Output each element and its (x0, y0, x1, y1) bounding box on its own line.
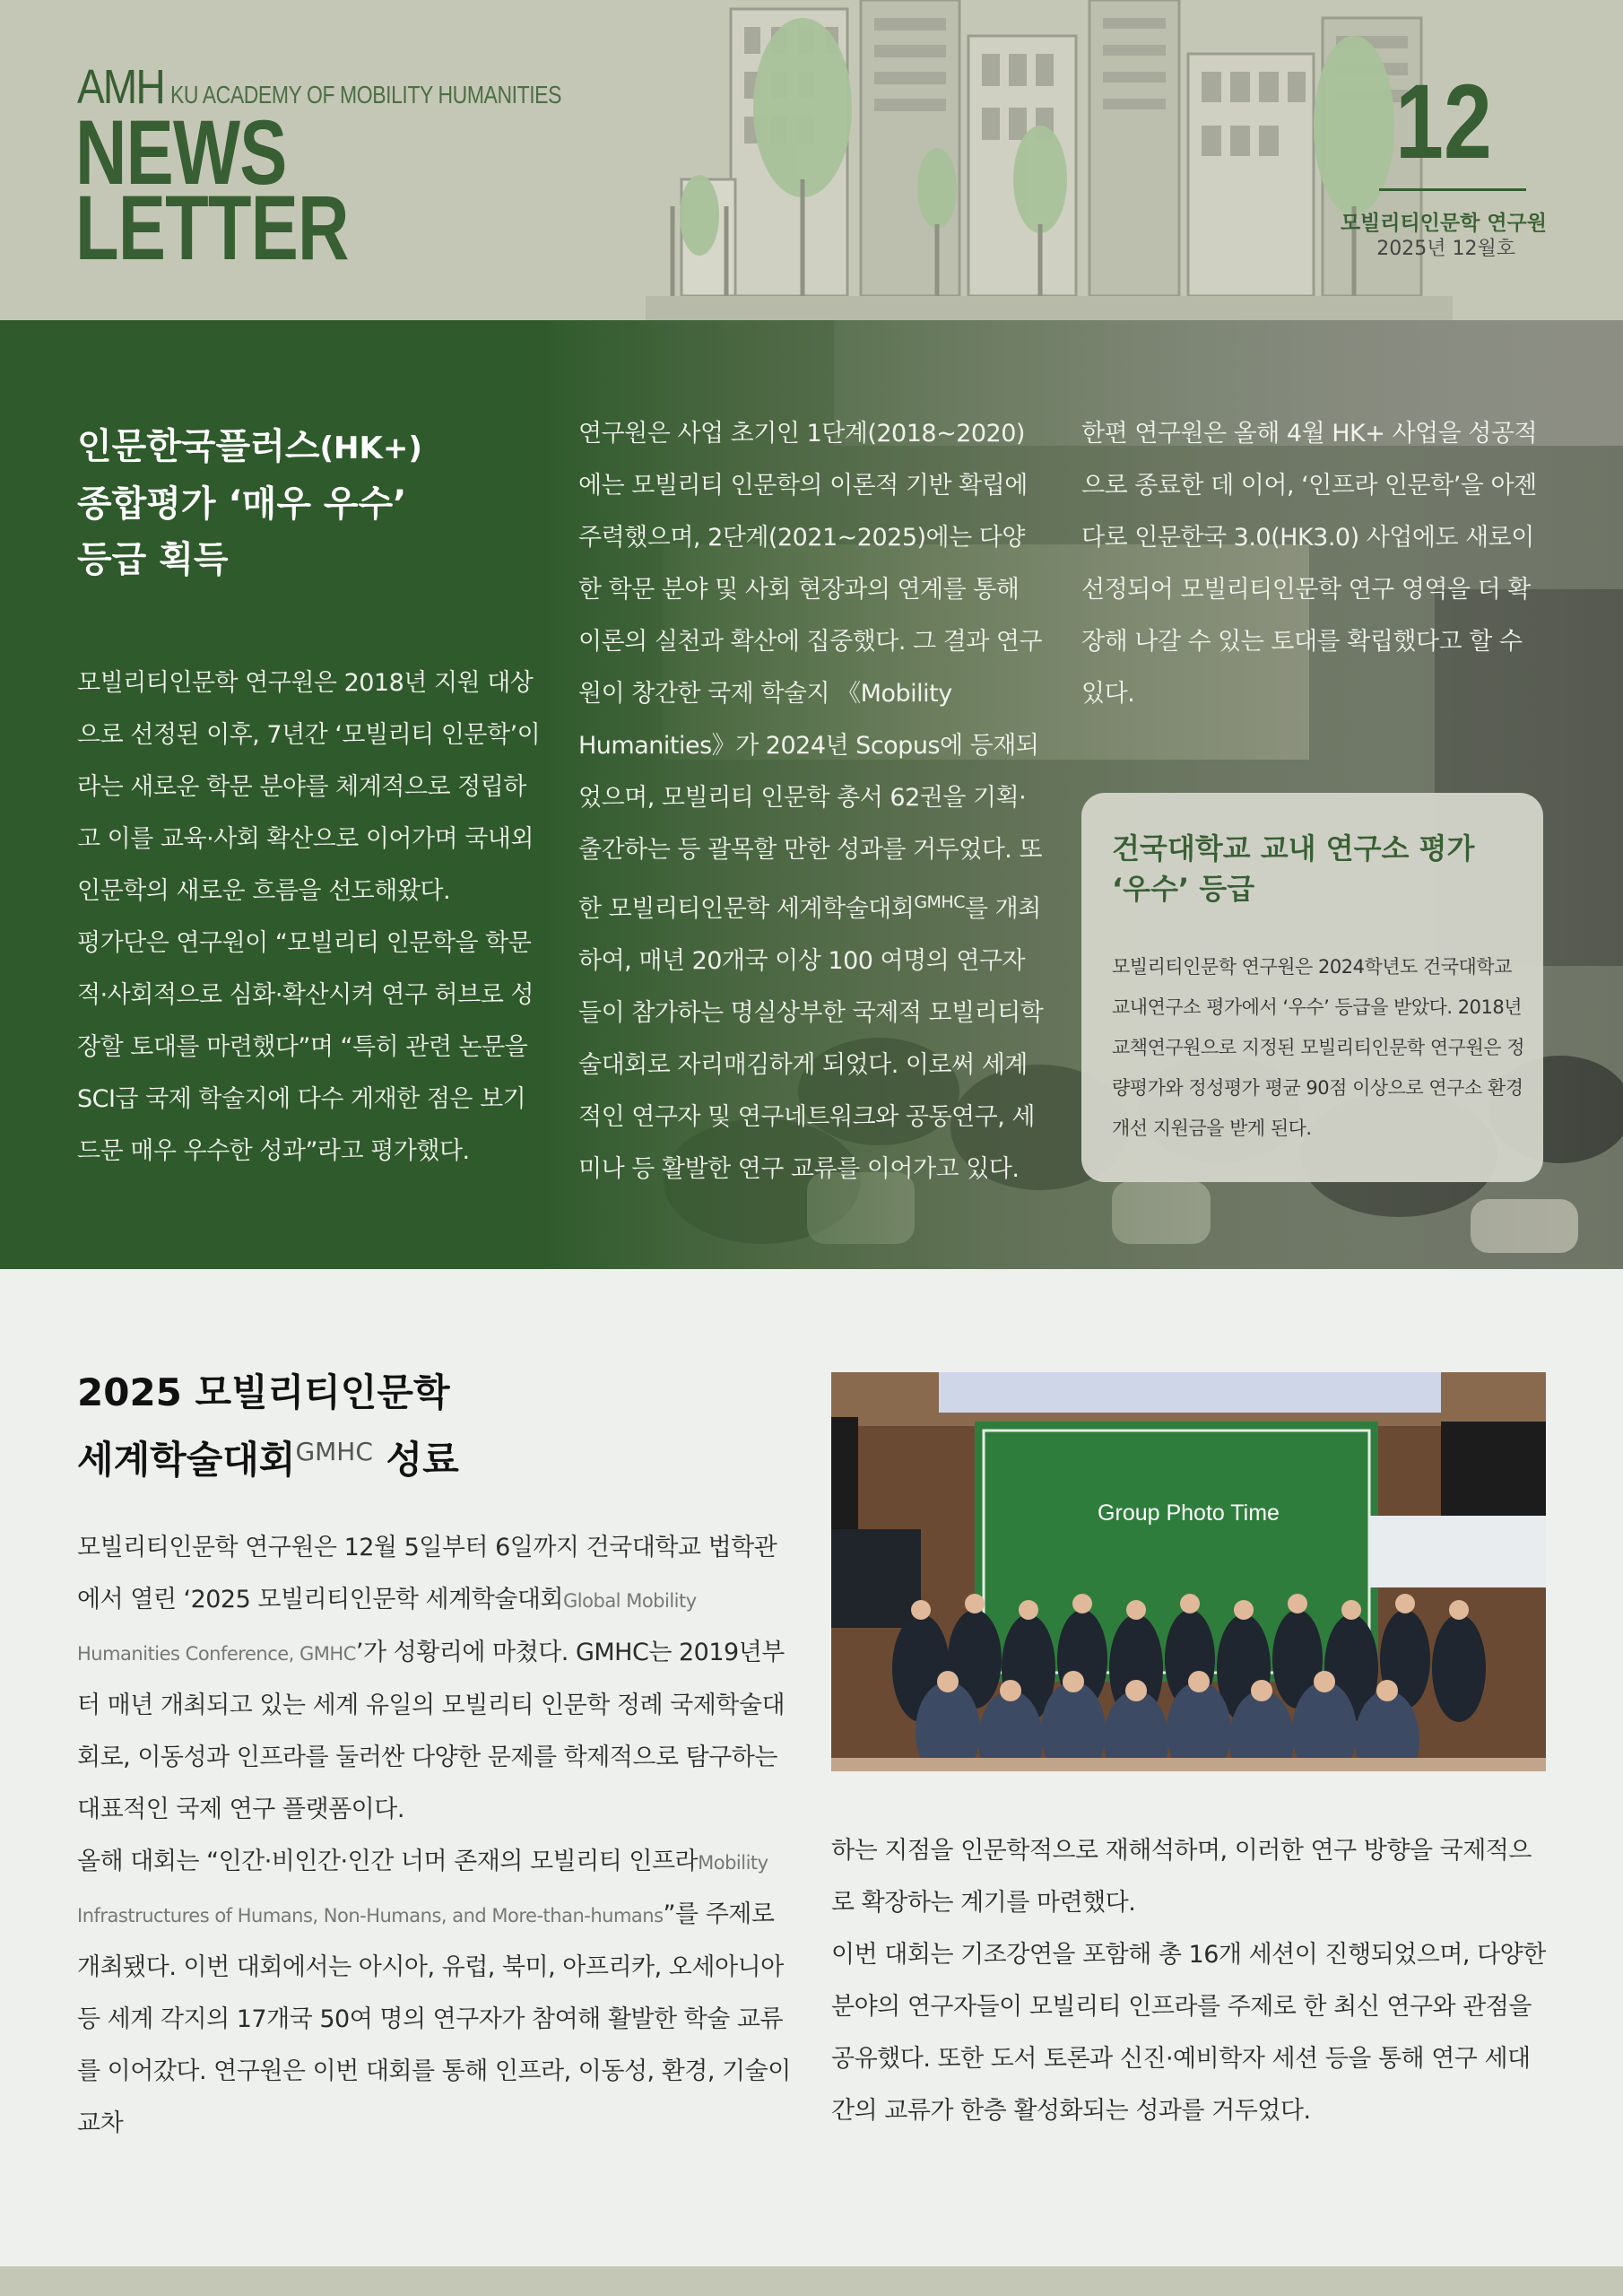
photo-screen-caption: Group Photo Time (1098, 1500, 1280, 1526)
conference-text: ”를 주제로 개최됐다. 이번 대회에서는 아시아, 유럽, 북미, 아프리카, 오세아니아 등 세계 각지의 17개국 50여 명의 연구자가 참여해 활발한 학술 교류를 이어갔다. 연구원은 이번 대회를 통해 인프라, 이동성, 환경, 기술이 교차 (77, 1900, 791, 2137)
newsletter-title-line1: NEWS (75, 101, 287, 204)
conference-english-name: Global Mobility Humanities Conference, GMHC (77, 1590, 697, 1665)
conference-english-theme: Mobility Infrastructures of Humans, Non-Humans, and More-than-humans (77, 1852, 768, 1926)
hero-paragraph: 모빌리티인문학 연구원은 2018년 지원 대상으로 선정된 이후, 7년간 ‘모빌리티 인문학’이라는 새로운 학문 분야를 체계적으로 정립하고 이를 교육·사회 확산으로 이어가며 국내외 인문학의 새로운 흐름을 선도해왔다. (77, 669, 541, 905)
conference-headline-end: 성료 (372, 1438, 459, 1482)
newsletter-title (75, 101, 349, 279)
conference-paragraph: 이번 대회는 기조강연을 포함해 총 16개 세션이 진행되었으며, 다양한 분야의 연구자들이 모빌리티 인프라를 주제로 한 최신 연구와 관점을 공유했다. 또한 도서 토론과 신진·예비학자 세션 등을 통해 연구 세대 간의 교류가 한층 활성화되는 성과를 거두었다. (831, 1941, 1546, 2125)
issue-date: 2025년 12월호 (1376, 238, 1515, 260)
hero-headline-main: 인문한국플러스 (77, 426, 320, 467)
conference-paragraph (77, 1836, 794, 2150)
hero-headline-hk: (HK+) (319, 430, 422, 466)
hero-column-2 (578, 408, 1046, 1196)
group-photo (831, 1372, 1546, 1771)
hero-headline-line3: 등급 획득 (77, 539, 229, 580)
city-illustration-icon (646, 0, 1453, 320)
issue-divider (1379, 188, 1526, 191)
hero-headline-line2: 종합평가 ‘매우 우수’ (77, 483, 407, 525)
conference-column-1 (77, 1522, 794, 2150)
group-photo-image (831, 1372, 1546, 1771)
conference-paragraph: 하는 지점을 인문학적으로 재해석하며, 이러한 연구 방향을 국제적으로 확장하는 계기를 마련했다. (831, 1837, 1532, 1917)
hero-paragraph: 평가단은 연구원이 “모빌리티 인문학을 학문적·사회적으로 심화·확산시켜 연구 허브로 성장할 토대를 마련했다”며 “특히 관련 논문을 SCI급 국제 학술지에 다수 게재한 점은 보기 드문 매우 우수한 성과”라고 평가했다. (77, 929, 534, 1165)
brand-logo-amh: AMH (77, 60, 164, 114)
hero-text: 를 개최하여, 매년 20개국 이상 100 여명의 연구자들이 참가하는 명실상부한 국제적 모빌리티학술대회로 자리매김하게 되었다. 이로써 세계적인 연구자 및 연구네트워크와 공동연구, 세미나 등 활발한 연구 교류를 이어가고 있다. (578, 895, 1044, 1183)
callout-title-line1: 건국대학교 교내 연구소 평가 (1112, 831, 1475, 865)
conference-headline-line1: 2025 모빌리티인문학 (77, 1370, 450, 1414)
conference-headline (77, 1363, 794, 1490)
conference-headline-main: 세계학술대회 (77, 1438, 296, 1482)
hero-section (0, 320, 1623, 1269)
masthead (0, 0, 1623, 320)
hero-column-3 (1081, 408, 1549, 720)
conference-text: 올해 대회는 “인간·비인간·인간 너머 존재의 모빌리티 인프라 (77, 1848, 699, 1875)
conference-text: ’가 성황리에 마쳤다. GMHC는 2019년부터 매년 개최되고 있는 세계 유일의 모빌리티 인문학 정례 국제학술대회로, 이동성과 인프라를 둘러싼 다양한 문제를 학제적으로 탐구하는 대표적인 국제 연구 플랫폼이다. (77, 1639, 785, 1823)
issue-number: 12 (1395, 63, 1492, 181)
callout-body: 모빌리티인문학 연구원은 2024학년도 건국대학교 교내연구소 평가에서 ‘우수’ 등급을 받았다. 2018년 교책연구원으로 지정된 모빌리티인문학 연구원은 정량평가와 정성평가 평균 90점 이상으로 연구소 환경 개선 지원금을 받게 된다. (1112, 956, 1524, 1139)
issue-organization: 모빌리티인문학 연구원 (1340, 212, 1547, 235)
callout-title (1112, 829, 1524, 909)
hero-headline (77, 419, 543, 587)
conference-text: 모빌리티인문학 연구원은 12월 5일부터 6일까지 건국대학교 법학관에서 열린 ‘2025 모빌리티인문학 세계학술대회 (77, 1534, 777, 1613)
newsletter-title-line2: LETTER (75, 177, 349, 279)
callout-title-line2: ‘우수’ 등급 (1112, 872, 1255, 906)
hero-headline-line1 (77, 426, 422, 467)
evaluation-callout-box (1081, 793, 1543, 1182)
conference-headline-gmhc: GMHC (295, 1437, 373, 1466)
brand-subtitle: KU ACADEMY OF MOBILITY HUMANITIES (170, 81, 561, 109)
hero-column-1 (77, 657, 545, 1178)
conference-column-2 (831, 1825, 1549, 2137)
hero-paragraph: 한편 연구원은 올해 4월 HK+ 사업을 성공적으로 종료한 데 이어, ‘인프라 인문학’을 아젠다로 인문한국 3.0(HK3.0) 사업에도 새로이 선정되어 모빌리티인문학 연구 영역을 더 확장해 나갈 수 있는 토대를 확립했다고 할 수 있다. (1081, 420, 1538, 708)
hero-text: 연구원은 사업 초기인 1단계(2018~2020)에는 모빌리티 인문학의 이론적 기반 확립에 주력했으며, 2단계(2021~2025)에는 다양한 학문 분야 및 사회 현장과의 연계를 통해 이론의 실천과 확산에 집중했다. 그 결과 연구원이 창간한 국제 학술지 《Mobility Humanities》가 2024년 Scopus에 등재되었으며, 모빌리티 인문학 총서 62권을 기획·출간하는 등 괄목할 만한 성과를 거두었다. 또한 모빌리티인문학 세계학술대회 (578, 420, 1043, 923)
gmhc-superscript: GMHC (914, 892, 965, 912)
conference-paragraph (77, 1522, 794, 1836)
hero-paragraph (578, 408, 1046, 1196)
footer-bar (0, 2266, 1623, 2296)
